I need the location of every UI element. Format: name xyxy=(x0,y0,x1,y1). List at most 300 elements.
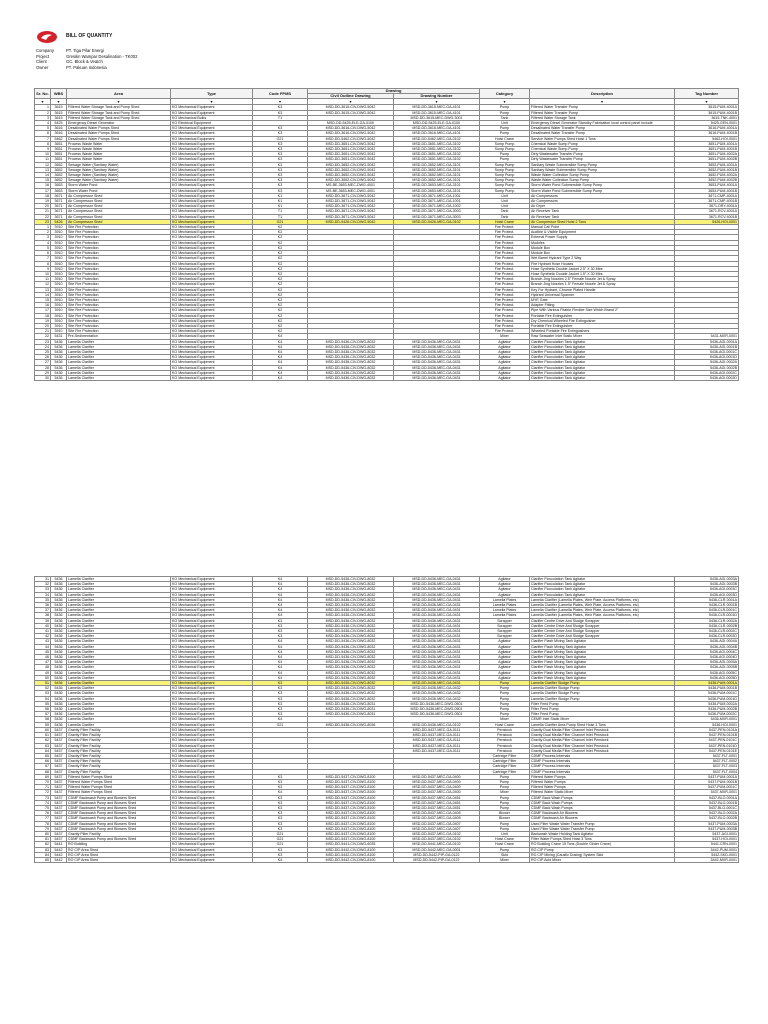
cell-code-fpms[interactable]: K3 xyxy=(253,183,308,188)
cell-wbs[interactable]: 5436 xyxy=(51,675,67,680)
cell-wbs[interactable]: 3910 xyxy=(51,240,67,245)
cell-category[interactable]: Fire Protect. xyxy=(480,251,530,256)
filter-dropdown-icon[interactable]: ▾ xyxy=(67,99,171,105)
cell-category[interactable]: Unit xyxy=(480,204,530,209)
cell-code-fpms[interactable]: K3 xyxy=(253,147,308,152)
cell-wbs[interactable]: 3615 xyxy=(51,115,67,120)
cell-drawing-number[interactable]: MSD-DD-5436-MEC-GA-0431 xyxy=(394,597,480,602)
cell-sr-no[interactable]: 71 xyxy=(35,785,51,790)
cell-drawing-number[interactable]: MSD-DD-3652-MEC-GA-3101 xyxy=(394,167,480,172)
cell-code-fpms[interactable]: K3 xyxy=(253,686,308,691)
cell-code-fpms[interactable]: K4 xyxy=(253,597,308,602)
cell-category[interactable]: Pump xyxy=(480,131,530,136)
cell-sr-no[interactable]: 25 xyxy=(35,349,51,354)
cell-sr-no[interactable]: 82 xyxy=(35,842,51,847)
cell-area[interactable]: Lamella Clarifier xyxy=(67,655,171,660)
cell-description[interactable]: CDMF Backwash Air Blowers xyxy=(530,811,675,816)
cell-civil-drawing[interactable]: MSD-DD-5437-CIV-DWG-8100 xyxy=(308,821,394,826)
cell-civil-drawing[interactable]: MSD-DD-3652-CIV-DWG-5042 xyxy=(308,178,394,183)
cell-sr-no[interactable]: 17 xyxy=(35,308,51,313)
cell-tag-number[interactable]: 5436-AGI-0001A xyxy=(675,339,739,344)
cell-tag-number[interactable]: 5436-CLR-0002B xyxy=(675,623,739,628)
cell-civil-drawing[interactable]: MSD-DD-5436-CIV-DWG-8032 xyxy=(308,355,394,360)
cell-tag-number[interactable]: 5437-FLT-0001 xyxy=(675,753,739,758)
cell-description[interactable]: Sanitary Waste Submersible Sump Pump xyxy=(530,167,675,172)
cell-sr-no[interactable]: 23 xyxy=(35,339,51,344)
cell-tag-number[interactable]: 5442-SKD-0001 xyxy=(675,852,739,857)
cell-civil-drawing[interactable]: MSD-DD-5425-ELE-GA-0100 xyxy=(308,121,394,126)
cell-description[interactable]: Clarifier Flocculation Tank Agitator xyxy=(530,587,675,592)
cell-type[interactable]: KO Mechanical Equipment xyxy=(171,790,253,795)
cell-wbs[interactable]: 3910 xyxy=(51,271,67,276)
cell-sr-no[interactable]: 10 xyxy=(35,152,51,157)
cell-wbs[interactable]: 3910 xyxy=(51,292,67,297)
cell-category[interactable]: Mixer xyxy=(480,334,530,339)
cell-civil-drawing[interactable]: MSD-DD-5437-CIV-DWG-8100 xyxy=(308,816,394,821)
cell-area[interactable]: Site Fire Protection xyxy=(67,313,171,318)
cell-area[interactable]: Filtered Water Pumps Shed xyxy=(67,785,171,790)
cell-sr-no[interactable]: 21 xyxy=(35,209,51,214)
cell-area[interactable]: Lamella Clarifier xyxy=(67,707,171,712)
cell-type[interactable]: KO Mechanical Equipment xyxy=(171,183,253,188)
cell-area[interactable]: Site Fire Protection xyxy=(67,230,171,235)
cell-sr-no[interactable]: 40 xyxy=(35,623,51,628)
cell-type[interactable]: KO Mechanical Equipment xyxy=(171,209,253,214)
cell-drawing-number[interactable]: MSD-DD-5436-MEC-GA-0431 xyxy=(394,665,480,670)
cell-type[interactable]: KO Mechanical Equipment xyxy=(171,162,253,167)
cell-type[interactable]: KO Mechanical Equipment xyxy=(171,857,253,862)
cell-description[interactable]: Filtered Water Pumps xyxy=(530,774,675,779)
cell-tag-number[interactable]: 5436-AGI-0003B xyxy=(675,582,739,587)
cell-area[interactable]: RO CIP Area Shed xyxy=(67,857,171,862)
cell-description[interactable]: Gravity Dual Media Filter Channel Inlet Penstock xyxy=(530,733,675,738)
cell-drawing-number[interactable]: MSD-DD-3671-MEC-GA-1002 xyxy=(394,204,480,209)
cell-area[interactable]: Desalinated Water Pumps Shed xyxy=(67,131,171,136)
cell-type[interactable]: KO Mechanical Equipment xyxy=(171,577,253,582)
cell-description[interactable]: Hose Synthetic Double Jacket 2.5" X 30 Mtrs xyxy=(530,266,675,271)
cell-civil-drawing[interactable]: MSD-DD-5436-CIV-DWG-8032 xyxy=(308,691,394,696)
cell-sr-no[interactable]: 46 xyxy=(35,655,51,660)
cell-area[interactable]: Gravity Filter Facility xyxy=(67,759,171,764)
cell-drawing-number[interactable]: MSD-DD-5442-MEC-GA-0001 xyxy=(394,847,480,852)
cell-civil-drawing[interactable]: MSD-DD-3671-CIV-DWG-5042 xyxy=(308,193,394,198)
cell-sr-no[interactable]: 31 xyxy=(35,577,51,582)
cell-sr-no[interactable]: 24 xyxy=(35,344,51,349)
cell-type[interactable]: KO Mechanical Equipment xyxy=(171,370,253,375)
cell-area[interactable]: Site Fire Protection xyxy=(67,282,171,287)
cell-code-fpms[interactable]: K2 xyxy=(253,287,308,292)
cell-category[interactable]: Fire Protect. xyxy=(480,240,530,245)
cell-drawing-number[interactable]: MSD-DD-5436-MEC-GA-0431 xyxy=(394,344,480,349)
cell-area[interactable]: Site Fire Protection xyxy=(67,225,171,230)
cell-drawing-number[interactable]: MSD-DD-3671-MEC-GA-1001 xyxy=(394,193,480,198)
cell-tag-number[interactable]: 5437-PUM-0001A xyxy=(675,774,739,779)
cell-civil-drawing[interactable]: MSD-DD-5436-CIV-DWG-8032 xyxy=(308,365,394,370)
cell-category[interactable]: Lamella Plates xyxy=(480,597,530,602)
cell-type[interactable]: KO Mechanical Equipment xyxy=(171,282,253,287)
cell-code-fpms[interactable]: K4 xyxy=(253,670,308,675)
cell-description[interactable]: Waste Water Collection Sump Pump xyxy=(530,173,675,178)
cell-wbs[interactable]: 3652 xyxy=(51,162,67,167)
cell-category[interactable]: Agitator xyxy=(480,344,530,349)
cell-code-fpms[interactable]: K3 xyxy=(253,634,308,639)
cell-description[interactable]: Gravity Dual Media Filter Channel Inlet Penstock xyxy=(530,738,675,743)
cell-tag-number[interactable]: 5436-CLR-0002A xyxy=(675,618,739,623)
cell-category[interactable]: Agitator xyxy=(480,670,530,675)
cell-code-fpms[interactable]: K3 xyxy=(253,173,308,178)
cell-code-fpms[interactable]: K2 xyxy=(253,318,308,323)
cell-category[interactable]: Mixer xyxy=(480,857,530,862)
cell-sr-no[interactable]: 36 xyxy=(35,603,51,608)
cell-description[interactable]: CDMF Process Internals xyxy=(530,769,675,774)
cell-code-fpms[interactable]: G21 xyxy=(253,842,308,847)
cell-civil-drawing[interactable]: MSD-DD-5426-CIV-DWG-5042 xyxy=(308,219,394,224)
cell-type[interactable]: KO Mechanical Equipment xyxy=(171,623,253,628)
cell-sr-no[interactable]: 51 xyxy=(35,681,51,686)
cell-wbs[interactable]: 5437 xyxy=(51,738,67,743)
cell-tag-number[interactable]: 3651-PUM-4002B xyxy=(675,157,739,162)
cell-area[interactable]: Lamella Clarifier xyxy=(67,608,171,613)
cell-sr-no[interactable]: 13 xyxy=(35,287,51,292)
cell-area[interactable]: RO CIP Area Shed xyxy=(67,852,171,857)
cell-sr-no[interactable]: 14 xyxy=(35,173,51,178)
cell-type[interactable]: KO Mechanical Equipment xyxy=(171,178,253,183)
cell-civil-drawing[interactable]: MSD-DD-5436-CIV-DWG-8032 xyxy=(308,686,394,691)
cell-wbs[interactable]: 3651 xyxy=(51,147,67,152)
cell-civil-drawing[interactable]: MSD-DD-5437-CIV-DWG-8100 xyxy=(308,837,394,842)
cell-area[interactable]: CDMF Backwash Pump and Blowers Shed xyxy=(67,837,171,842)
cell-tag-number[interactable]: 5436-CLR-0001D xyxy=(675,613,739,618)
cell-code-fpms[interactable]: K2 xyxy=(253,240,308,245)
cell-area[interactable]: Site Fire Protection xyxy=(67,271,171,276)
cell-sr-no[interactable]: 19 xyxy=(35,199,51,204)
cell-description[interactable]: External Power Supply xyxy=(530,235,675,240)
cell-category[interactable]: Blower xyxy=(480,811,530,816)
cell-category[interactable]: Unit xyxy=(480,193,530,198)
cell-drawing-number[interactable]: MSD-DD-3651-MEC-GA-3102 xyxy=(394,157,480,162)
cell-drawing-number[interactable]: MSD-DD-5436-MEC-GA-0431 xyxy=(394,623,480,628)
cell-area[interactable]: Site Fire Protection xyxy=(67,318,171,323)
cell-description[interactable]: Lamella Clarifier Sludge Pump xyxy=(530,681,675,686)
col-wbs[interactable]: WBS xyxy=(51,89,67,99)
cell-sr-no[interactable]: 35 xyxy=(35,597,51,602)
cell-civil-drawing[interactable]: MSD-DD-5436-CIV-DWG-8032 xyxy=(308,618,394,623)
cell-civil-drawing[interactable]: MSD-DD-5437-CIV-DWG-8100 xyxy=(308,790,394,795)
cell-tag-number[interactable]: 5437-AGI-0001 xyxy=(675,831,739,836)
cell-drawing-number[interactable]: MSD-DD-5437-MEC-GA-0111 xyxy=(394,727,480,732)
cell-type[interactable]: KO Mechanical Equipment xyxy=(171,727,253,732)
cell-code-fpms[interactable]: G21 xyxy=(253,219,308,224)
cell-area[interactable]: Site Fire Protection xyxy=(67,245,171,250)
cell-wbs[interactable]: 5436 xyxy=(51,696,67,701)
cell-sr-no[interactable]: 47 xyxy=(35,660,51,665)
cell-description[interactable]: Gravity Dual Media Filter Channel Inlet Penstock xyxy=(530,727,675,732)
cell-wbs[interactable]: 5436 xyxy=(51,582,67,587)
cell-wbs[interactable]: 3616 xyxy=(51,126,67,131)
cell-sr-no[interactable]: 21 xyxy=(35,329,51,334)
cell-tag-number[interactable]: 3615-PUM-4001B xyxy=(675,110,739,115)
cell-category[interactable]: Pump xyxy=(480,691,530,696)
cell-area[interactable]: Air Compressor Shed xyxy=(67,219,171,224)
cell-description[interactable]: Clarifier Flash Mixing Tank Agitator xyxy=(530,660,675,665)
cell-category[interactable]: Agitator xyxy=(480,655,530,660)
filter-dropdown-icon[interactable]: ▾ xyxy=(35,99,51,105)
cell-type[interactable]: KO Mechanical Equipment xyxy=(171,131,253,136)
cell-civil-drawing[interactable]: MSD-DD-5436-CIV-DWG-8032 xyxy=(308,375,394,380)
cell-category[interactable]: Fire Protect. xyxy=(480,225,530,230)
cell-category[interactable]: Agitator xyxy=(480,665,530,670)
cell-code-fpms[interactable]: K2 xyxy=(253,303,308,308)
cell-area[interactable]: Site Fire Protection xyxy=(67,287,171,292)
cell-category[interactable]: Fire Protect. xyxy=(480,318,530,323)
cell-wbs[interactable]: 3910 xyxy=(51,235,67,240)
cell-sr-no[interactable]: 57 xyxy=(35,712,51,717)
cell-tag-number[interactable]: 5437-BLO-0001C xyxy=(675,805,739,810)
cell-civil-drawing[interactable]: MSD-DD-5437-CIV-DWG-8100 xyxy=(308,831,394,836)
cell-sr-no[interactable]: 17 xyxy=(35,188,51,193)
cell-wbs[interactable]: 5437 xyxy=(51,785,67,790)
cell-code-fpms[interactable]: K4 xyxy=(253,370,308,375)
cell-description[interactable]: Clarifier Flocculation Tank Agitator xyxy=(530,355,675,360)
cell-area[interactable]: Lamella Clarifier xyxy=(67,370,171,375)
cell-description[interactable]: Hydrant Universal Spanner xyxy=(530,292,675,297)
cell-sr-no[interactable]: 29 xyxy=(35,370,51,375)
cell-type[interactable]: KO Mechanical Equipment xyxy=(171,230,253,235)
cell-type[interactable]: KO Mechanical Equipment xyxy=(171,670,253,675)
cell-tag-number[interactable]: 5436-AGI-0005B xyxy=(675,665,739,670)
cell-category[interactable]: Agitator xyxy=(480,660,530,665)
cell-drawing-number[interactable]: MSD-DD-5436-MEC-GA-0431 xyxy=(394,603,480,608)
cell-tag-number[interactable]: 5437-PUM-0001B xyxy=(675,779,739,784)
cell-type[interactable]: KO Mechanical Equipment xyxy=(171,339,253,344)
cell-area[interactable]: Lamella Clarifier xyxy=(67,722,171,727)
cell-description[interactable]: Lamella Clarifier (Lamella Plates, Weir Plate, Access Platforms, etc) xyxy=(530,603,675,608)
cell-wbs[interactable]: 5436 xyxy=(51,365,67,370)
cell-type[interactable]: KO Mechanical Equipment xyxy=(171,375,253,380)
cell-code-fpms[interactable]: K2 xyxy=(253,245,308,250)
cell-drawing-number[interactable]: MSD-DD-3671-MEC-GA-3003 xyxy=(394,214,480,219)
cell-code-fpms[interactable]: K4 xyxy=(253,639,308,644)
cell-area[interactable]: CDMF Backwash Pump and Blowers Shed xyxy=(67,826,171,831)
cell-description[interactable]: Wheeled Portable Fire Extinguishers xyxy=(530,329,675,334)
cell-category[interactable]: Fire Protect. xyxy=(480,287,530,292)
cell-code-fpms[interactable]: K3 xyxy=(253,701,308,706)
cell-description[interactable]: Portable Fire Extinguisher xyxy=(530,323,675,328)
cell-drawing-number[interactable]: MSD-DD-5437-MEC-GA-0405 xyxy=(394,811,480,816)
cell-sr-no[interactable]: 8 xyxy=(35,141,51,146)
cell-wbs[interactable]: 3652 xyxy=(51,178,67,183)
cell-wbs[interactable]: 5436 xyxy=(51,707,67,712)
cell-wbs[interactable]: 5442 xyxy=(51,852,67,857)
cell-description[interactable]: Lamella Clarifier (Lamella Plates, Weir Plate, Access Platforms, etc) xyxy=(530,608,675,613)
cell-type[interactable]: KO Mechanical Equipment xyxy=(171,722,253,727)
cell-description[interactable]: Portable Fire Extinguisher xyxy=(530,313,675,318)
cell-code-fpms[interactable]: K4 xyxy=(253,790,308,795)
cell-category[interactable]: Scrapper xyxy=(480,618,530,623)
cell-civil-drawing[interactable]: MSD-DD-5437-CIV-DWG-8100 xyxy=(308,805,394,810)
cell-category[interactable]: Hoist Crane xyxy=(480,136,530,141)
cell-type[interactable]: KO Mechanical Equipment xyxy=(171,743,253,748)
cell-drawing-number[interactable]: MSD-DD-5441-MEC-GA-0102 xyxy=(394,842,480,847)
cell-drawing-number[interactable]: MSD-DD-5436-MEC-GA-0431 xyxy=(394,655,480,660)
cell-type[interactable]: KO Mechanical Equipment xyxy=(171,805,253,810)
cell-drawing-number[interactable]: MSD-DD-5436-MEC-GA-0431 xyxy=(394,370,480,375)
cell-code-fpms[interactable]: K3 xyxy=(253,618,308,623)
cell-description[interactable]: Clarifier Flocculation Tank Agitator xyxy=(530,365,675,370)
cell-category[interactable]: Pump xyxy=(480,805,530,810)
cell-wbs[interactable]: 3671 xyxy=(51,214,67,219)
cell-wbs[interactable]: 3652 xyxy=(51,167,67,172)
cell-sr-no[interactable]: 12 xyxy=(35,162,51,167)
cell-area[interactable]: Gravity Filter Facility xyxy=(67,764,171,769)
filter-dropdown-icon[interactable]: ▾ xyxy=(51,99,67,105)
cell-category[interactable]: Sump Pump xyxy=(480,188,530,193)
cell-description[interactable]: RO CIP Acid Mixer xyxy=(530,857,675,862)
cell-sr-no[interactable]: 67 xyxy=(35,764,51,769)
cell-wbs[interactable]: 5436 xyxy=(51,613,67,618)
cell-civil-drawing[interactable]: MSD-DD-5442-CIV-DWG-8100 xyxy=(308,852,394,857)
cell-drawing-number[interactable]: MSD-DD-5436-MEC-GA-0431 xyxy=(394,681,480,686)
cell-description[interactable]: Lamella Clarifier Area Pump Shed Hoist 3 Tons xyxy=(530,722,675,727)
cell-area[interactable]: Lamella Clarifier xyxy=(67,597,171,602)
cell-sr-no[interactable]: 16 xyxy=(35,183,51,188)
cell-civil-drawing[interactable]: MSD-DD-5436-CIV-DWG-8032 xyxy=(308,644,394,649)
cell-description[interactable]: Clarifier Flocculation Tank Agitator xyxy=(530,577,675,582)
cell-category[interactable]: Skid xyxy=(480,852,530,857)
cell-category[interactable]: Fire Protect. xyxy=(480,230,530,235)
cell-code-fpms[interactable]: G21 xyxy=(253,831,308,836)
cell-sr-no[interactable]: 84 xyxy=(35,852,51,857)
cell-code-fpms[interactable]: K4 xyxy=(253,857,308,862)
cell-drawing-number[interactable]: MSD-DD-5437-MEC-GA-0111 xyxy=(394,738,480,743)
cell-wbs[interactable]: 5436 xyxy=(51,629,67,634)
cell-area[interactable]: Filtered Water Pumps Shed xyxy=(67,774,171,779)
cell-category[interactable]: Penstock xyxy=(480,748,530,753)
cell-tag-number[interactable]: 5436-AGI-0005C xyxy=(675,670,739,675)
cell-area[interactable]: RO CIP Area Shed xyxy=(67,847,171,852)
cell-drawing-number[interactable]: MSD-DD-3652-MEC-GA-3101 xyxy=(394,162,480,167)
cell-area[interactable]: Air Compressor Shed xyxy=(67,199,171,204)
cell-civil-drawing[interactable]: MSD-DD-3652-CIV-DWG-5042 xyxy=(308,167,394,172)
cell-description[interactable]: CDMF Back Wash Pumps xyxy=(530,805,675,810)
cell-civil-drawing[interactable]: MSD-DD-5436-CIV-DWG-8032 xyxy=(308,603,394,608)
cell-type[interactable]: KO Mechanical Equipment xyxy=(171,199,253,204)
cell-category[interactable]: Fire Protect. xyxy=(480,282,530,287)
cell-category[interactable]: Sump Pump xyxy=(480,167,530,172)
cell-wbs[interactable]: 3652 xyxy=(51,173,67,178)
cell-code-fpms[interactable]: K2 xyxy=(253,271,308,276)
cell-description[interactable]: MYE Gate xyxy=(530,297,675,302)
cell-area[interactable]: Air Compressor Shed xyxy=(67,204,171,209)
cell-description[interactable]: Used Filter Waste Water Transfer Pump xyxy=(530,826,675,831)
cell-category[interactable]: Cartridge Filter xyxy=(480,759,530,764)
cell-category[interactable]: Tank xyxy=(480,115,530,120)
cell-area[interactable]: Lamella Clarifier xyxy=(67,360,171,365)
cell-code-fpms[interactable]: K4 xyxy=(253,660,308,665)
cell-code-fpms[interactable]: K4 xyxy=(253,334,308,339)
cell-category[interactable]: Penstock xyxy=(480,743,530,748)
cell-code-fpms[interactable]: T1 xyxy=(253,209,308,214)
cell-civil-drawing[interactable]: MSD-DD-5436-CIV-DWG-8032 xyxy=(308,582,394,587)
cell-category[interactable]: Pump xyxy=(480,126,530,131)
cell-code-fpms[interactable]: K2 xyxy=(253,308,308,313)
cell-description[interactable]: Desalinated Water Transfer Pump xyxy=(530,131,675,136)
cell-code-fpms[interactable]: K2 xyxy=(253,230,308,235)
cell-description[interactable]: Filter Feed Pump xyxy=(530,707,675,712)
cell-type[interactable]: KO Mechanical Equipment xyxy=(171,308,253,313)
cell-drawing-number[interactable]: MSD-DD-5436-MEC-GA-0431 xyxy=(394,608,480,613)
cell-code-fpms[interactable]: K2 xyxy=(253,323,308,328)
cell-category[interactable]: Fire Protect. xyxy=(480,329,530,334)
cell-wbs[interactable]: 3910 xyxy=(51,287,67,292)
cell-type[interactable]: KO Mechanical Equipment xyxy=(171,173,253,178)
cell-sr-no[interactable]: 20 xyxy=(35,323,51,328)
cell-wbs[interactable]: 5436 xyxy=(51,686,67,691)
cell-wbs[interactable]: 5436 xyxy=(51,339,67,344)
cell-type[interactable]: KO Mechanical Equipment xyxy=(171,219,253,224)
cell-tag-number[interactable]: 5437-PUM-0003A xyxy=(675,821,739,826)
cell-wbs[interactable]: 5437 xyxy=(51,821,67,826)
cell-description[interactable]: Air Receiver Tank xyxy=(530,209,675,214)
cell-type[interactable]: KO Mechanical Equipment xyxy=(171,795,253,800)
cell-code-fpms[interactable]: T1 xyxy=(253,115,308,120)
cell-sr-no[interactable]: 7 xyxy=(35,256,51,261)
cell-area[interactable]: Lamella Clarifier xyxy=(67,660,171,665)
cell-code-fpms[interactable]: K3 xyxy=(253,712,308,717)
cell-tag-number[interactable]: 5436-HOI-0001 xyxy=(675,722,739,727)
cell-type[interactable]: KO Mechanical Equipment xyxy=(171,167,253,172)
cell-wbs[interactable]: 5436 xyxy=(51,603,67,608)
cell-type[interactable]: KO Mechanical Equipment xyxy=(171,842,253,847)
cell-tag-number[interactable]: 5436-PUM-0001B xyxy=(675,686,739,691)
cell-drawing-number[interactable]: MSD-DD-5436-MEC-GA-0431 xyxy=(394,355,480,360)
cell-description[interactable]: Clarifier Flocculation Tank Agitator xyxy=(530,349,675,354)
cell-wbs[interactable]: 5437 xyxy=(51,764,67,769)
cell-wbs[interactable]: 5437 xyxy=(51,748,67,753)
cell-wbs[interactable]: 5436 xyxy=(51,592,67,597)
cell-area[interactable]: Lamella Clarifier xyxy=(67,634,171,639)
cell-code-fpms[interactable]: K2 xyxy=(253,251,308,256)
cell-wbs[interactable]: 3651 xyxy=(51,141,67,146)
cell-category[interactable]: Scrapper xyxy=(480,623,530,628)
cell-tag-number[interactable]: 5436-PUM-0002A xyxy=(675,701,739,706)
cell-tag-number[interactable]: 3671-RCV-4001B xyxy=(675,214,739,219)
cell-tag-number[interactable]: 5437-FLT-0004 xyxy=(675,769,739,774)
cell-wbs[interactable]: 3910 xyxy=(51,277,67,282)
cell-tag-number[interactable]: 5431-MXR-0001 xyxy=(675,334,739,339)
cell-wbs[interactable]: 5431 xyxy=(51,334,67,339)
cell-sr-no[interactable]: 78 xyxy=(35,821,51,826)
cell-category[interactable]: Agitator xyxy=(480,370,530,375)
cell-sr-no[interactable]: 52 xyxy=(35,686,51,691)
cell-area[interactable]: Gravity Filter Facility xyxy=(67,831,171,836)
cell-tag-number[interactable]: 5436-AGI-0005A xyxy=(675,660,739,665)
cell-sr-no[interactable]: 49 xyxy=(35,670,51,675)
cell-description[interactable]: Filtered Water Pumps xyxy=(530,779,675,784)
cell-sr-no[interactable]: 5 xyxy=(35,245,51,250)
cell-type[interactable]: KO Mechanical Equipment xyxy=(171,634,253,639)
cell-civil-drawing[interactable]: MSD-DD-5436-CIV-DWG-8032 xyxy=(308,649,394,654)
cell-description[interactable]: Clarifier Flash Mixing Tank Agitator xyxy=(530,639,675,644)
cell-category[interactable]: Lamella Plates xyxy=(480,613,530,618)
cell-wbs[interactable]: 5437 xyxy=(51,769,67,774)
cell-sr-no[interactable]: 80 xyxy=(35,831,51,836)
cell-category[interactable]: Fire Protect. xyxy=(480,303,530,308)
cell-tag-number[interactable]: 5437-BLO-0002A xyxy=(675,811,739,816)
cell-sr-no[interactable]: 16 xyxy=(35,303,51,308)
cell-sr-no[interactable]: 70 xyxy=(35,779,51,784)
cell-civil-drawing[interactable]: MSD-DD-5441-CIV-DWG-6035 xyxy=(308,842,394,847)
